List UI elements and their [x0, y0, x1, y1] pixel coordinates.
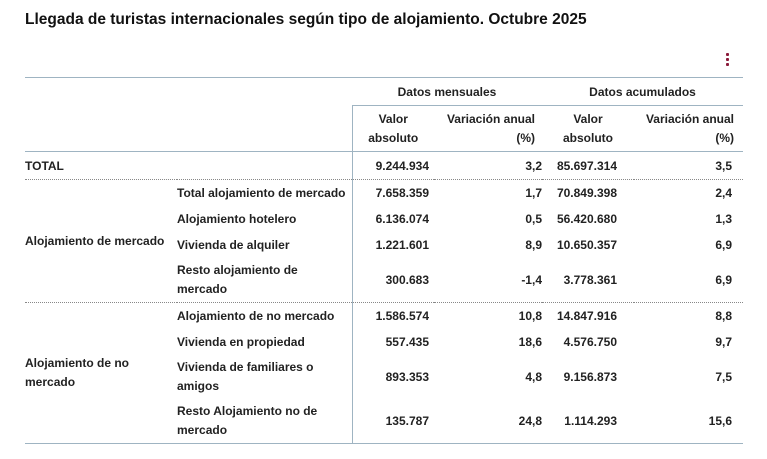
row-label: Alojamiento de no mercado [177, 308, 335, 323]
monthly-variation: -1,4 [434, 258, 542, 303]
row-label: Vivienda de familiares o amigos [177, 360, 314, 393]
monthly-value: 1.221.601 [352, 232, 434, 258]
total-label: TOTAL [25, 152, 352, 180]
data-table [25, 77, 743, 444]
table-row [25, 180, 743, 207]
accumulated-variation: 2,4 [715, 186, 733, 200]
header-monthly: Datos mensuales [352, 78, 542, 106]
accumulated-value: 1.114.293 [542, 399, 634, 444]
accumulated-value: 3.778.361 [542, 258, 634, 303]
vertical-dots-icon[interactable] [723, 52, 733, 68]
accumulated-variation: 9,7 [715, 335, 733, 349]
accumulated-value: 10.650.357 [556, 238, 617, 252]
group-label-non-market: Alojamiento de no mercado [25, 303, 177, 444]
monthly-variation: 10,8 [518, 309, 542, 323]
monthly-value: 1.586.574 [352, 303, 434, 330]
accumulated-value: 70.849.398 [556, 186, 617, 200]
table-row-total [25, 152, 743, 180]
monthly-value: 6.136.074 [352, 206, 434, 232]
header-monthly-variation: Variación anual (%) [434, 106, 542, 152]
row-label: Vivienda de alquiler [177, 237, 290, 252]
accumulated-variation: 1,3 [715, 212, 733, 226]
total-monthly-value: 9.244.934 [352, 152, 434, 180]
accumulated-value: 4.576.750 [563, 335, 617, 349]
accumulated-value: 14.847.916 [556, 309, 617, 323]
row-label: Vivienda en propiedad [177, 334, 305, 349]
table-row [25, 303, 743, 330]
monthly-value: 893.353 [352, 355, 434, 399]
row-label: Resto Alojamiento no de mercado [177, 399, 352, 444]
header-blank [25, 78, 352, 106]
row-label: Total alojamiento de mercado [177, 185, 346, 200]
total-accumulated-value: 85.697.314 [542, 152, 634, 180]
accumulated-variation: 15,6 [634, 399, 743, 444]
page-title: Llegada de turistas internacionales según tipo de alojamiento. Octubre 2025 [25, 11, 587, 28]
header-accumulated-value: Valor absoluto [542, 106, 634, 152]
row-label: Resto alojamiento de mercado [177, 258, 352, 303]
row-label: Alojamiento hotelero [177, 211, 297, 226]
monthly-value: 557.435 [352, 329, 434, 355]
monthly-variation: 0,5 [525, 212, 542, 226]
header-accumulated-variation: Variación anual (%) [634, 106, 743, 152]
accumulated-value: 9.156.873 [563, 370, 617, 384]
monthly-variation: 18,6 [518, 335, 542, 349]
monthly-value: 300.683 [352, 258, 434, 303]
accumulated-variation: 6,9 [715, 238, 733, 252]
accumulated-variation: 8,8 [715, 309, 733, 323]
total-monthly-variation: 3,2 [434, 152, 542, 180]
total-accumulated-variation: 3,5 [634, 152, 743, 180]
group-label-market: Alojamiento de mercado [25, 180, 177, 303]
monthly-variation: 8,9 [525, 238, 542, 252]
accumulated-variation: 6,9 [634, 258, 743, 303]
monthly-variation: 1,7 [525, 186, 542, 200]
monthly-variation: 24,8 [434, 399, 542, 444]
header-accumulated: Datos acumulados [542, 78, 743, 106]
header-monthly-value: Valor absoluto [352, 106, 434, 152]
header-blank-sub [25, 106, 352, 152]
accumulated-variation: 7,5 [715, 370, 733, 384]
monthly-variation: 4,8 [525, 370, 542, 384]
accumulated-value: 56.420.680 [556, 212, 617, 226]
monthly-value: 7.658.359 [352, 180, 434, 207]
monthly-value: 135.787 [352, 399, 434, 444]
